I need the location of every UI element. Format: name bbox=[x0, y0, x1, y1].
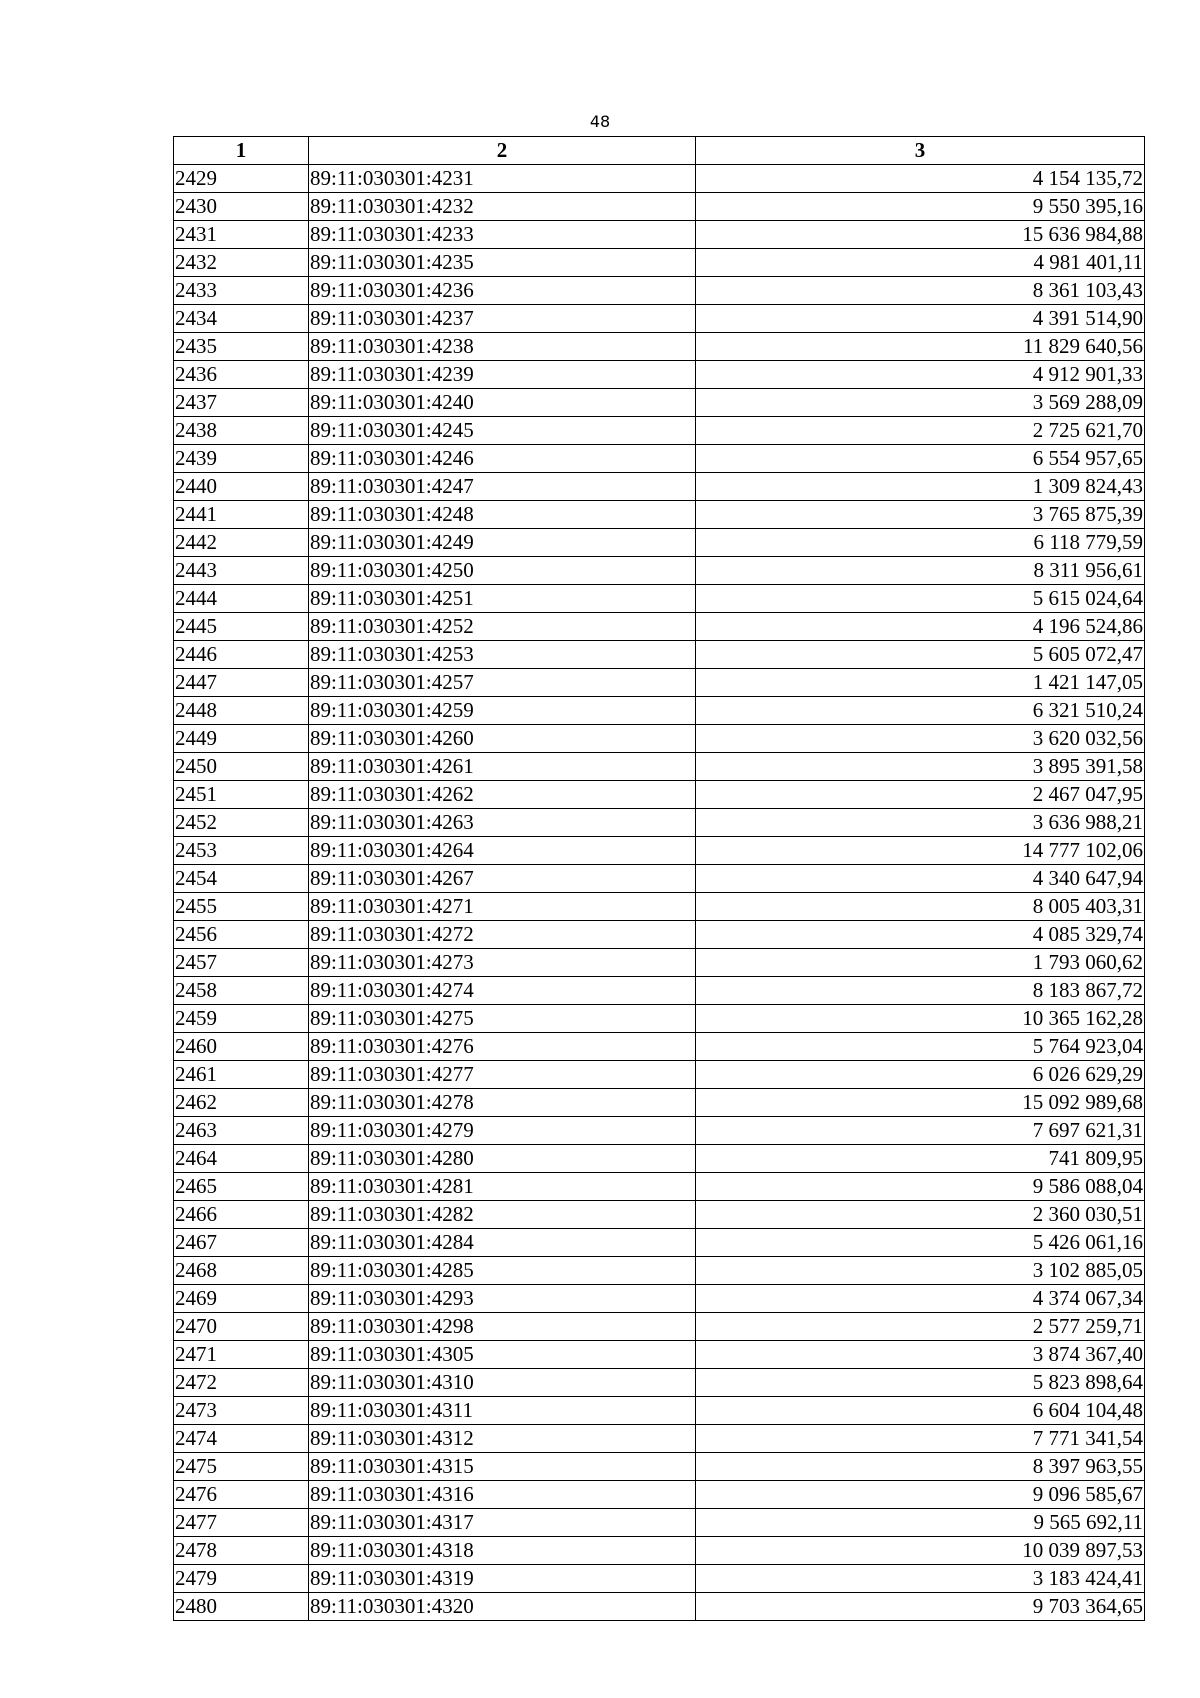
value-cell: 5 615 024,64 bbox=[696, 585, 1145, 613]
value-cell: 4 085 329,74 bbox=[696, 921, 1145, 949]
cadastral-number-cell: 89:11:030301:4274 bbox=[309, 977, 696, 1005]
row-number-cell: 2445 bbox=[174, 613, 309, 641]
value-cell: 2 467 047,95 bbox=[696, 781, 1145, 809]
row-number-cell: 2461 bbox=[174, 1061, 309, 1089]
cadastral-number-cell: 89:11:030301:4319 bbox=[309, 1565, 696, 1593]
value-cell: 8 005 403,31 bbox=[696, 893, 1145, 921]
row-number-cell: 2436 bbox=[174, 361, 309, 389]
cadastral-number-cell: 89:11:030301:4235 bbox=[309, 249, 696, 277]
table-row bbox=[174, 305, 1145, 333]
table-row bbox=[174, 753, 1145, 781]
value-cell: 741 809,95 bbox=[696, 1145, 1145, 1173]
table-row bbox=[174, 1341, 1145, 1369]
cadastral-number-cell: 89:11:030301:4264 bbox=[309, 837, 696, 865]
value-cell: 6 118 779,59 bbox=[696, 529, 1145, 557]
row-number-cell: 2473 bbox=[174, 1397, 309, 1425]
cadastral-number-cell: 89:11:030301:4261 bbox=[309, 753, 696, 781]
table-row bbox=[174, 1285, 1145, 1313]
table-row bbox=[174, 613, 1145, 641]
row-number-cell: 2459 bbox=[174, 1005, 309, 1033]
table-row bbox=[174, 921, 1145, 949]
table-row bbox=[174, 669, 1145, 697]
value-cell: 8 311 956,61 bbox=[696, 557, 1145, 585]
table-row bbox=[174, 1257, 1145, 1285]
value-cell: 4 912 901,33 bbox=[696, 361, 1145, 389]
value-cell: 1 793 060,62 bbox=[696, 949, 1145, 977]
row-number-cell: 2464 bbox=[174, 1145, 309, 1173]
value-cell: 8 397 963,55 bbox=[696, 1453, 1145, 1481]
cadastral-number-cell: 89:11:030301:4233 bbox=[309, 221, 696, 249]
cadastral-number-cell: 89:11:030301:4273 bbox=[309, 949, 696, 977]
table-row bbox=[174, 277, 1145, 305]
row-number-cell: 2480 bbox=[174, 1593, 309, 1621]
table-row bbox=[174, 361, 1145, 389]
value-cell: 8 183 867,72 bbox=[696, 977, 1145, 1005]
table-row bbox=[174, 837, 1145, 865]
cadastral-number-cell: 89:11:030301:4316 bbox=[309, 1481, 696, 1509]
table-row bbox=[174, 1369, 1145, 1397]
cadastral-number-cell: 89:11:030301:4252 bbox=[309, 613, 696, 641]
row-number-cell: 2469 bbox=[174, 1285, 309, 1313]
row-number-cell: 2475 bbox=[174, 1453, 309, 1481]
value-cell: 8 361 103,43 bbox=[696, 277, 1145, 305]
row-number-cell: 2435 bbox=[174, 333, 309, 361]
table-row bbox=[174, 557, 1145, 585]
table-row bbox=[174, 1061, 1145, 1089]
value-cell: 5 426 061,16 bbox=[696, 1229, 1145, 1257]
row-number-cell: 2434 bbox=[174, 305, 309, 333]
cadastral-number-cell: 89:11:030301:4277 bbox=[309, 1061, 696, 1089]
cadastral-number-cell: 89:11:030301:4246 bbox=[309, 445, 696, 473]
cadastral-number-cell: 89:11:030301:4311 bbox=[309, 1397, 696, 1425]
table-row bbox=[174, 249, 1145, 277]
value-cell: 4 374 067,34 bbox=[696, 1285, 1145, 1313]
value-cell: 5 764 923,04 bbox=[696, 1033, 1145, 1061]
table-row bbox=[174, 585, 1145, 613]
value-cell: 14 777 102,06 bbox=[696, 837, 1145, 865]
table-row bbox=[174, 333, 1145, 361]
row-number-cell: 2462 bbox=[174, 1089, 309, 1117]
cadastral-number-cell: 89:11:030301:4272 bbox=[309, 921, 696, 949]
value-cell: 11 829 640,56 bbox=[696, 333, 1145, 361]
value-cell: 3 569 288,09 bbox=[696, 389, 1145, 417]
value-cell: 4 154 135,72 bbox=[696, 165, 1145, 193]
value-cell: 4 340 647,94 bbox=[696, 865, 1145, 893]
table-row bbox=[174, 781, 1145, 809]
cadastral-number-cell: 89:11:030301:4239 bbox=[309, 361, 696, 389]
table-row bbox=[174, 725, 1145, 753]
table-row bbox=[174, 1453, 1145, 1481]
row-number-cell: 2452 bbox=[174, 809, 309, 837]
row-number-cell: 2451 bbox=[174, 781, 309, 809]
cadastral-number-cell: 89:11:030301:4263 bbox=[309, 809, 696, 837]
value-cell: 2 360 030,51 bbox=[696, 1201, 1145, 1229]
value-cell: 3 765 875,39 bbox=[696, 501, 1145, 529]
row-number-cell: 2440 bbox=[174, 473, 309, 501]
value-cell: 7 771 341,54 bbox=[696, 1425, 1145, 1453]
row-number-cell: 2439 bbox=[174, 445, 309, 473]
table-row bbox=[174, 1033, 1145, 1061]
value-cell: 3 895 391,58 bbox=[696, 753, 1145, 781]
table-row bbox=[174, 1117, 1145, 1145]
value-cell: 15 636 984,88 bbox=[696, 221, 1145, 249]
value-cell: 6 604 104,48 bbox=[696, 1397, 1145, 1425]
value-cell: 5 605 072,47 bbox=[696, 641, 1145, 669]
row-number-cell: 2444 bbox=[174, 585, 309, 613]
cadastral-number-cell: 89:11:030301:4238 bbox=[309, 333, 696, 361]
cadastral-number-cell: 89:11:030301:4305 bbox=[309, 1341, 696, 1369]
value-cell: 1 421 147,05 bbox=[696, 669, 1145, 697]
table-row bbox=[174, 893, 1145, 921]
table-row bbox=[174, 865, 1145, 893]
value-cell: 6 554 957,65 bbox=[696, 445, 1145, 473]
table-row bbox=[174, 445, 1145, 473]
row-number-cell: 2458 bbox=[174, 977, 309, 1005]
cadastral-number-cell: 89:11:030301:4317 bbox=[309, 1509, 696, 1537]
cadastral-number-cell: 89:11:030301:4276 bbox=[309, 1033, 696, 1061]
cadastral-number-cell: 89:11:030301:4312 bbox=[309, 1425, 696, 1453]
table-row bbox=[174, 1201, 1145, 1229]
row-number-cell: 2455 bbox=[174, 893, 309, 921]
row-number-cell: 2437 bbox=[174, 389, 309, 417]
cadastral-number-cell: 89:11:030301:4293 bbox=[309, 1285, 696, 1313]
cadastral-number-cell: 89:11:030301:4318 bbox=[309, 1537, 696, 1565]
row-number-cell: 2441 bbox=[174, 501, 309, 529]
cadastral-number-cell: 89:11:030301:4275 bbox=[309, 1005, 696, 1033]
cadastral-number-cell: 89:11:030301:4253 bbox=[309, 641, 696, 669]
cadastral-number-cell: 89:11:030301:4249 bbox=[309, 529, 696, 557]
table-body bbox=[174, 165, 1145, 1621]
cadastral-number-cell: 89:11:030301:4271 bbox=[309, 893, 696, 921]
cadastral-number-cell: 89:11:030301:4284 bbox=[309, 1229, 696, 1257]
table-header-row bbox=[174, 137, 1145, 165]
value-cell: 9 550 395,16 bbox=[696, 193, 1145, 221]
table-row bbox=[174, 473, 1145, 501]
value-cell: 4 391 514,90 bbox=[696, 305, 1145, 333]
cadastral-number-cell: 89:11:030301:4237 bbox=[309, 305, 696, 333]
cadastral-number-cell: 89:11:030301:4260 bbox=[309, 725, 696, 753]
row-number-cell: 2465 bbox=[174, 1173, 309, 1201]
row-number-cell: 2433 bbox=[174, 277, 309, 305]
cadastral-number-cell: 89:11:030301:4236 bbox=[309, 277, 696, 305]
value-cell: 3 636 988,21 bbox=[696, 809, 1145, 837]
row-number-cell: 2453 bbox=[174, 837, 309, 865]
cadastral-number-cell: 89:11:030301:4257 bbox=[309, 669, 696, 697]
table-row bbox=[174, 809, 1145, 837]
table-row bbox=[174, 1537, 1145, 1565]
cadastral-number-cell: 89:11:030301:4267 bbox=[309, 865, 696, 893]
table-row bbox=[174, 697, 1145, 725]
table-row bbox=[174, 1145, 1145, 1173]
table-row bbox=[174, 193, 1145, 221]
row-number-cell: 2431 bbox=[174, 221, 309, 249]
row-number-cell: 2476 bbox=[174, 1481, 309, 1509]
table-row bbox=[174, 1397, 1145, 1425]
cadastral-number-cell: 89:11:030301:4231 bbox=[309, 165, 696, 193]
value-cell: 6 026 629,29 bbox=[696, 1061, 1145, 1089]
row-number-cell: 2450 bbox=[174, 753, 309, 781]
value-cell: 3 102 885,05 bbox=[696, 1257, 1145, 1285]
value-cell: 2 577 259,71 bbox=[696, 1313, 1145, 1341]
row-number-cell: 2478 bbox=[174, 1537, 309, 1565]
column-header-3: 3 bbox=[696, 137, 1145, 165]
value-cell: 3 183 424,41 bbox=[696, 1565, 1145, 1593]
table-row bbox=[174, 641, 1145, 669]
row-number-cell: 2470 bbox=[174, 1313, 309, 1341]
value-cell: 10 365 162,28 bbox=[696, 1005, 1145, 1033]
value-cell: 7 697 621,31 bbox=[696, 1117, 1145, 1145]
cadastral-number-cell: 89:11:030301:4251 bbox=[309, 585, 696, 613]
value-cell: 6 321 510,24 bbox=[696, 697, 1145, 725]
value-cell: 3 874 367,40 bbox=[696, 1341, 1145, 1369]
row-number-cell: 2477 bbox=[174, 1509, 309, 1537]
row-number-cell: 2472 bbox=[174, 1369, 309, 1397]
value-cell: 9 096 585,67 bbox=[696, 1481, 1145, 1509]
value-cell: 1 309 824,43 bbox=[696, 473, 1145, 501]
table-row bbox=[174, 1089, 1145, 1117]
data-table bbox=[173, 136, 1145, 1621]
cadastral-number-cell: 89:11:030301:4320 bbox=[309, 1593, 696, 1621]
row-number-cell: 2467 bbox=[174, 1229, 309, 1257]
value-cell: 9 703 364,65 bbox=[696, 1593, 1145, 1621]
row-number-cell: 2438 bbox=[174, 417, 309, 445]
value-cell: 5 823 898,64 bbox=[696, 1369, 1145, 1397]
row-number-cell: 2460 bbox=[174, 1033, 309, 1061]
cadastral-number-cell: 89:11:030301:4247 bbox=[309, 473, 696, 501]
table-row bbox=[174, 1313, 1145, 1341]
cadastral-number-cell: 89:11:030301:4310 bbox=[309, 1369, 696, 1397]
column-header-2: 2 bbox=[309, 137, 696, 165]
value-cell: 10 039 897,53 bbox=[696, 1537, 1145, 1565]
value-cell: 3 620 032,56 bbox=[696, 725, 1145, 753]
row-number-cell: 2463 bbox=[174, 1117, 309, 1145]
value-cell: 4 196 524,86 bbox=[696, 613, 1145, 641]
row-number-cell: 2432 bbox=[174, 249, 309, 277]
cadastral-number-cell: 89:11:030301:4285 bbox=[309, 1257, 696, 1285]
table-row bbox=[174, 389, 1145, 417]
cadastral-number-cell: 89:11:030301:4281 bbox=[309, 1173, 696, 1201]
cadastral-number-cell: 89:11:030301:4278 bbox=[309, 1089, 696, 1117]
table-row bbox=[174, 221, 1145, 249]
value-cell: 15 092 989,68 bbox=[696, 1089, 1145, 1117]
row-number-cell: 2447 bbox=[174, 669, 309, 697]
cadastral-number-cell: 89:11:030301:4232 bbox=[309, 193, 696, 221]
row-number-cell: 2454 bbox=[174, 865, 309, 893]
table-row bbox=[174, 1229, 1145, 1257]
row-number-cell: 2474 bbox=[174, 1425, 309, 1453]
cadastral-number-cell: 89:11:030301:4298 bbox=[309, 1313, 696, 1341]
cadastral-number-cell: 89:11:030301:4315 bbox=[309, 1453, 696, 1481]
page-number: 48 bbox=[589, 112, 611, 131]
table-row bbox=[174, 1593, 1145, 1621]
cadastral-number-cell: 89:11:030301:4262 bbox=[309, 781, 696, 809]
table-row bbox=[174, 1481, 1145, 1509]
table-row bbox=[174, 529, 1145, 557]
cadastral-number-cell: 89:11:030301:4240 bbox=[309, 389, 696, 417]
row-number-cell: 2457 bbox=[174, 949, 309, 977]
table-row bbox=[174, 1509, 1145, 1537]
table-row bbox=[174, 165, 1145, 193]
row-number-cell: 2456 bbox=[174, 921, 309, 949]
cadastral-number-cell: 89:11:030301:4250 bbox=[309, 557, 696, 585]
row-number-cell: 2430 bbox=[174, 193, 309, 221]
cadastral-number-cell: 89:11:030301:4245 bbox=[309, 417, 696, 445]
table-row bbox=[174, 949, 1145, 977]
value-cell: 2 725 621,70 bbox=[696, 417, 1145, 445]
column-header-1: 1 bbox=[174, 137, 309, 165]
row-number-cell: 2443 bbox=[174, 557, 309, 585]
table-row bbox=[174, 977, 1145, 1005]
cadastral-number-cell: 89:11:030301:4248 bbox=[309, 501, 696, 529]
row-number-cell: 2466 bbox=[174, 1201, 309, 1229]
row-number-cell: 2446 bbox=[174, 641, 309, 669]
row-number-cell: 2449 bbox=[174, 725, 309, 753]
row-number-cell: 2479 bbox=[174, 1565, 309, 1593]
row-number-cell: 2471 bbox=[174, 1341, 309, 1369]
value-cell: 9 565 692,11 bbox=[696, 1509, 1145, 1537]
row-number-cell: 2429 bbox=[174, 165, 309, 193]
table-row bbox=[174, 1425, 1145, 1453]
cadastral-number-cell: 89:11:030301:4279 bbox=[309, 1117, 696, 1145]
row-number-cell: 2442 bbox=[174, 529, 309, 557]
table-row bbox=[174, 501, 1145, 529]
value-cell: 9 586 088,04 bbox=[696, 1173, 1145, 1201]
table-row bbox=[174, 1565, 1145, 1593]
cadastral-number-cell: 89:11:030301:4259 bbox=[309, 697, 696, 725]
value-cell: 4 981 401,11 bbox=[696, 249, 1145, 277]
row-number-cell: 2468 bbox=[174, 1257, 309, 1285]
table-row bbox=[174, 417, 1145, 445]
cadastral-number-cell: 89:11:030301:4280 bbox=[309, 1145, 696, 1173]
cadastral-number-cell: 89:11:030301:4282 bbox=[309, 1201, 696, 1229]
table-row bbox=[174, 1005, 1145, 1033]
table-row bbox=[174, 1173, 1145, 1201]
row-number-cell: 2448 bbox=[174, 697, 309, 725]
